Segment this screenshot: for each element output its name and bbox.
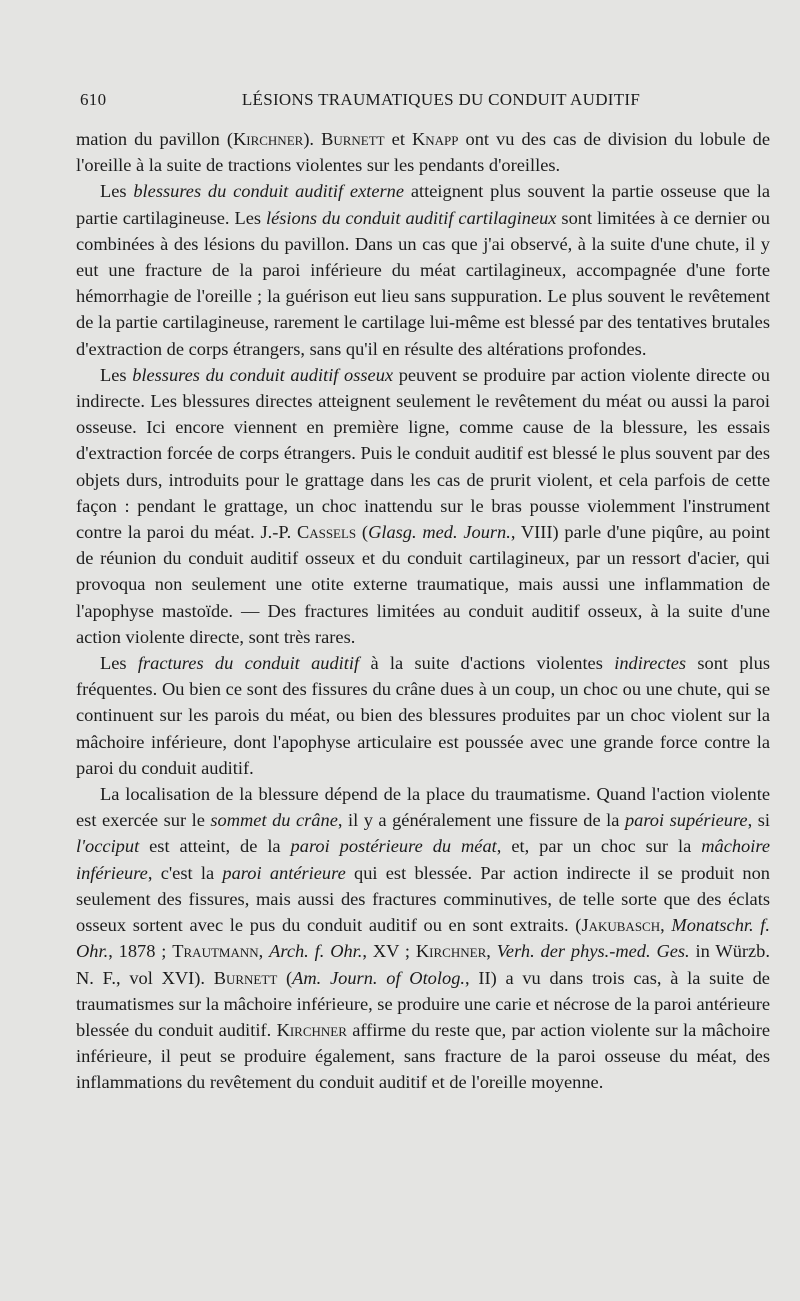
italic-text: fractures du conduit auditif — [137, 653, 360, 674]
author-name: Cassels — [296, 522, 357, 543]
italic-text: sommet du crâne — [210, 810, 338, 831]
running-title: LÉSIONS TRAUMATIQUES DU CONDUIT AUDITIF — [241, 90, 641, 109]
italic-text: Am. Journ. of Otolog. — [292, 967, 465, 988]
paragraph — [76, 178, 770, 361]
italic-text: paroi postérieure du méat — [290, 836, 497, 857]
text-run: , — [258, 941, 270, 962]
italic-text: paroi antérieure — [222, 862, 346, 883]
author-name: Jakubasch — [581, 915, 661, 936]
author-name: Kirchner — [232, 129, 304, 149]
text-run: , c'est la — [147, 862, 223, 883]
text-run: ). — [303, 129, 322, 149]
text-run: La localisation de la blessure dépend de la place du traumatisme. Quand l'action violente est exercée sur le — [76, 784, 770, 831]
italic-text: l'occiput — [76, 836, 140, 857]
text-run: , et, par un choc sur la — [496, 836, 702, 857]
italic-text: Verh. der phys.-med. Ges. — [496, 941, 690, 962]
author-name: Trautmann — [172, 941, 259, 962]
body-text — [76, 126, 770, 1096]
text-run: est atteint, de la — [139, 836, 291, 857]
author-name: Burnett — [213, 967, 278, 988]
italic-text: mâchoire inférieure — [76, 836, 770, 883]
italic-text: Monatschr. f. Ohr. — [76, 915, 770, 962]
text-run: sont limitées à ce dernier ou combinées à des lésions du pavillon. Dans un cas que j'ai observé, à la suite d'une chute, il y eut une fracture de la paroi inférieure du méat cartilagineux, accompagnée d'une forte hémorrhagie de l'oreille ; la guérison eut lieu sans suppuration. Le plus souvent le revêtement de la partie cartilagineuse, rarement le cartilage lui-même est blessé par des tentatives brutales d'extraction de corps étrangers, sans qu'il en résulte des altérations profondes. — [76, 207, 770, 359]
paragraph — [76, 650, 770, 781]
text-run: atteignent plus souvent la partie osseuse que la partie cartilagineuse. Les — [76, 181, 770, 228]
italic-text: blessures du conduit auditif osseux — [132, 364, 394, 385]
italic-text: paroi supérieure — [624, 810, 748, 831]
paragraph — [76, 126, 770, 178]
text-run: Les — [100, 653, 138, 674]
page-header — [80, 90, 772, 110]
text-run: Les — [100, 181, 134, 202]
text-run: Les — [100, 364, 133, 385]
text-run: peuvent se produire par action violente directe ou indirecte. Les blessures directes atteignent seulement le revêtement du méat ou aussi la paroi osseuse. Ici encore viennent en première ligne, comme cause de la blessure, les essais d'extraction forcée de corps étrangers. Puis le conduit auditif est blessé le plus souvent par des objets durs, introduits pour le grattage dans les cas de prurit violent, et cela parfois de cette façon : pendant le grattage, un choc inattendu sur le bras pousse violemment l'instrument contre la paroi du méat. J.-P. — [76, 364, 770, 543]
italic-text: Glasg. med. Journ. — [368, 522, 511, 543]
italic-text: Arch. f. Ohr. — [269, 941, 363, 962]
text-run: in Würzb. N. F., vol XVI). — [76, 941, 770, 988]
text-run: , — [486, 941, 497, 962]
text-run: , si — [747, 810, 770, 831]
text-run: , il y a généralement une fissure de la — [337, 810, 625, 831]
author-name: Kirchner — [415, 941, 487, 962]
paragraph — [76, 362, 770, 650]
paragraph — [76, 781, 770, 1095]
text-run: , 1878 ; — [108, 941, 173, 962]
text-run: sont plus fréquentes. Ou bien ce sont des fissures du crâne dues à un coup, un choc ou une chute, qui se continuent sur les parois du méat, ou bien des blessures produites par un choc violent sur la mâchoire inférieure, dont l'apophyse articulaire est poussée avec une grande force contre la paroi du conduit auditif. — [76, 653, 770, 778]
text-run: à la suite d'actions violentes — [359, 653, 615, 674]
text-run: qui est blessée. Par action indirecte il se produit non seulement des fissures, mais aussi des fractures comminutives, de telle sorte que des éclats osseux sortent avec le pus du conduit auditif ou en sont extraits. ( — [76, 862, 770, 936]
text-run: ( — [356, 522, 369, 543]
author-name: Kirchner — [276, 1019, 347, 1040]
text-run: , VIII) parle d'une piqûre, au point de réunion du conduit auditif osseux et du conduit cartilagineux, par un ressort d'acier, qui provoqua non seulement une otite externe traumatique, mais aussi une inflammation de l'apophyse mastoïde. — Des fractures limitées au conduit auditif osseux, à la suite d'une action violente directe, sont très rares. — [76, 522, 770, 647]
text-run: ont vu des cas de division du lobule de l'oreille à la suite de tractions violentes sur les pendants d'oreilles. — [76, 129, 771, 176]
author-name: Burnett — [321, 129, 385, 149]
page-number: 610 — [80, 90, 107, 109]
italic-text: lésions du conduit auditif cartilagineux — [265, 207, 557, 228]
text-run: et — [384, 129, 412, 149]
text-run: affirme du reste que, par action violente sur la mâchoire inférieure, il peut se produire également, sans fracture de la paroi osseuse du méat, des inflammations du revêtement du conduit auditif et de l'oreille moyenne. — [76, 1019, 770, 1093]
text-run: , II) a vu dans trois cas, à la suite de traumatismes sur la mâchoire inférieure, se produire une carie et nécrose de la paroi antérieure blessée du conduit auditif. — [76, 967, 770, 1040]
italic-text: blessures du conduit auditif externe — [133, 181, 405, 202]
text-run: mation du pavillon ( — [76, 129, 233, 149]
text-run: , — [660, 915, 672, 936]
text-run: ( — [277, 967, 293, 988]
text-run: , XV ; — [362, 941, 416, 962]
italic-text: indirectes — [614, 653, 687, 674]
author-name: Knapp — [411, 129, 459, 149]
